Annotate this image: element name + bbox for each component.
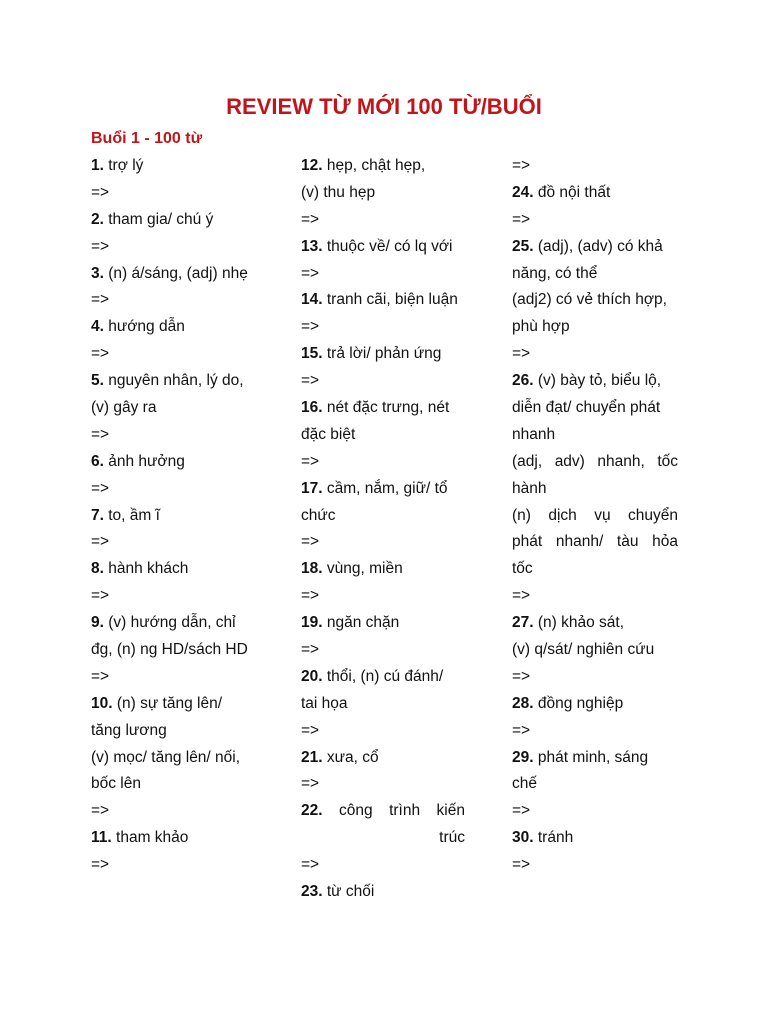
entry-text: => (91, 533, 110, 551)
entry-number: 4. (91, 318, 104, 336)
vocab-entry (301, 879, 465, 906)
entry-text: => (91, 587, 110, 605)
answer-line (512, 798, 678, 825)
entry-text: từ chối (326, 883, 375, 901)
entry-text: hành khách (108, 560, 189, 578)
definition-line (91, 771, 271, 798)
entry-number: 11. (91, 829, 112, 847)
entry-text: => (301, 641, 320, 659)
entry-text: đặc biệt (301, 425, 356, 443)
definition-line (301, 180, 465, 207)
answer-line (91, 583, 271, 610)
entry-text: thuộc về/ có lq với (326, 237, 453, 255)
answer-line (91, 341, 271, 368)
entry-text: (v) thu hẹp (301, 183, 376, 201)
entry-text: đồ nội thất (537, 183, 611, 201)
entry-number: 6. (91, 452, 104, 470)
entry-number: 12. (301, 157, 323, 174)
entry-number: 18. (301, 560, 323, 578)
entry-text: (v) hướng dẫn, chỉ (108, 614, 236, 632)
definition-line (301, 825, 465, 852)
entry-text: tai họa (301, 694, 348, 712)
entry-text: => (301, 318, 320, 336)
page-title: REVIEW TỪ MỚI 100 TỪ/BUỔI (226, 94, 542, 119)
entry-text: vùng, miền (326, 560, 403, 578)
answer-line (512, 341, 678, 368)
definition-line (512, 395, 678, 422)
answer-line (91, 287, 271, 314)
entry-number: 2. (91, 210, 104, 228)
definition-line (512, 503, 678, 530)
entry-text: ảnh hưởng (108, 452, 185, 470)
vocab-entry (91, 368, 271, 395)
vocab-entry (91, 261, 271, 288)
vocab-entry (301, 745, 465, 772)
entry-text: => (91, 425, 110, 443)
entry-text: tham khảo (116, 829, 189, 847)
definition-line (512, 261, 678, 288)
entry-number: 29. (512, 748, 534, 766)
answer-line (91, 422, 271, 449)
definition-line (512, 422, 678, 449)
entry-text: => (91, 237, 110, 255)
entry-text: => (91, 183, 110, 201)
entry-text: => (301, 452, 320, 470)
entry-text: => (91, 479, 110, 497)
vocab-entry (91, 556, 271, 583)
vocab-entry (91, 207, 271, 234)
answer-line (301, 261, 465, 288)
entry-text: (v) mọc/ tăng lên/ nối, (91, 748, 241, 766)
entry-text: tranh cãi, biện luận (326, 291, 458, 309)
entry-text: trả lời/ phản ứng (326, 345, 442, 363)
vocab-entry (301, 476, 465, 503)
entry-text: => (91, 802, 110, 820)
entry-number: 26. (512, 372, 534, 390)
entry-text: năng, có thể (512, 264, 598, 282)
entry-text: phù hợp (512, 318, 570, 336)
entry-text: (n) dịch vụ chuyển (512, 506, 678, 524)
answer-line (512, 718, 678, 745)
entry-number: 25. (512, 237, 534, 255)
entry-text: chức (301, 506, 336, 524)
answer-line (91, 234, 271, 261)
entry-text: => (91, 345, 110, 363)
vocab-entry (512, 180, 678, 207)
entry-text: phát nhanh/ tàu hỏa (512, 533, 678, 551)
vocab-entry (91, 314, 271, 341)
vocab-entry (301, 234, 465, 261)
entry-number: 15. (301, 345, 323, 363)
answer-line (301, 449, 465, 476)
entry-text: diễn đạt/ chuyển phát (512, 399, 661, 417)
vocab-entry (91, 610, 271, 637)
entry-number: 27. (512, 614, 534, 632)
entry-text: (v) gây ra (91, 399, 157, 417)
definition-line (512, 449, 678, 476)
entry-number: 13. (301, 237, 323, 255)
vocab-entry (301, 798, 465, 825)
definition-line (91, 718, 271, 745)
vocab-entry (512, 368, 678, 395)
entry-text: => (512, 802, 531, 820)
answer-line (301, 368, 465, 395)
entry-text: (n) sự tăng lên/ (116, 694, 223, 712)
vocab-entry (301, 395, 465, 422)
answer-line (301, 207, 465, 234)
definition-line (301, 422, 465, 449)
entry-text: đg, (n) ng HD/sách HD (91, 641, 248, 659)
entry-text: => (512, 345, 531, 363)
definition-line (512, 637, 678, 664)
entry-text: => (301, 721, 320, 739)
vocab-column-1 (91, 153, 271, 879)
answer-line (512, 852, 678, 879)
answer-line (301, 529, 465, 556)
entry-text: phát minh, sáng (537, 748, 649, 766)
entry-number: 10. (91, 694, 113, 712)
entry-number: 30. (512, 829, 534, 847)
entry-text: => (512, 667, 531, 685)
entry-number: 17. (301, 479, 323, 497)
entry-text: trợ lý (108, 157, 144, 174)
answer-line (91, 664, 271, 691)
entry-text: => (301, 372, 320, 390)
entry-text: tăng lương (91, 721, 167, 739)
entry-number: 1. (91, 157, 104, 174)
answer-line (301, 637, 465, 664)
entry-text: nguyên nhân, lý do, (108, 372, 244, 390)
section-subtitle: Buổi 1 - 100 từ (91, 130, 203, 147)
vocab-entry (91, 825, 271, 852)
entry-number: 28. (512, 694, 534, 712)
entry-text: (adj), (adv) có khả (537, 237, 663, 255)
vocab-entry (301, 664, 465, 691)
entry-text: thổi, (n) cú đánh/ (326, 667, 444, 685)
vocab-entry (512, 234, 678, 261)
entry-text: => (512, 210, 531, 228)
entry-text: => (512, 721, 531, 739)
entry-text: (v) q/sát/ nghiên cứu (512, 641, 655, 659)
vocab-entry (301, 610, 465, 637)
definition-line (512, 314, 678, 341)
vocab-entry (301, 153, 465, 180)
entry-text: trúc (439, 829, 465, 847)
entry-text: đồng nghiệp (537, 694, 624, 712)
entry-text: tham gia/ chú ý (108, 210, 214, 228)
entry-text: nhanh (512, 425, 556, 443)
entry-text: (n) khảo sát, (537, 614, 625, 632)
entry-text: cầm, nắm, giữ/ tổ (326, 479, 448, 497)
entry-text: tránh (537, 829, 574, 847)
entry-number: 23. (301, 883, 323, 901)
vocab-entry (301, 287, 465, 314)
definition-line (91, 395, 271, 422)
answer-line (512, 583, 678, 610)
entry-text: => (512, 587, 531, 605)
definition-line (512, 287, 678, 314)
vocab-entry (91, 449, 271, 476)
answer-line (301, 771, 465, 798)
vocab-entry (91, 691, 271, 718)
vocab-entry (301, 341, 465, 368)
vocab-entry (512, 825, 678, 852)
definition-line (512, 771, 678, 798)
vocab-entry (512, 745, 678, 772)
vocab-entry (301, 556, 465, 583)
definition-line (512, 529, 678, 556)
definition-line (301, 503, 465, 530)
entry-text: hướng dẫn (108, 318, 185, 336)
entry-text: nét đặc trưng, nét (326, 399, 450, 417)
entry-text: => (512, 157, 531, 174)
answer-line (301, 852, 465, 879)
entry-text: hẹp, chật hẹp, (326, 157, 426, 174)
entry-number: 21. (301, 748, 323, 766)
entry-text: => (301, 210, 320, 228)
definition-line (512, 556, 678, 583)
entry-text: => (301, 775, 320, 793)
entry-text: (adj2) có vẻ thích hợp, (512, 291, 667, 309)
definition-line (91, 637, 271, 664)
entry-text: => (301, 264, 320, 282)
entry-number: 16. (301, 399, 323, 417)
answer-line (301, 718, 465, 745)
entry-number: 8. (91, 560, 104, 578)
answer-line (512, 664, 678, 691)
entry-text: bốc lên (91, 775, 141, 793)
entry-text: tốc (512, 560, 533, 578)
entry-number: 24. (512, 183, 534, 201)
entry-number: 9. (91, 614, 104, 632)
entry-text: => (512, 856, 531, 874)
entry-text: => (91, 291, 110, 309)
vocab-entry (512, 691, 678, 718)
answer-line (512, 153, 678, 180)
answer-line (91, 180, 271, 207)
entry-text: (adj, adv) nhanh, tốc (512, 452, 678, 470)
answer-line (301, 314, 465, 341)
answer-line (91, 529, 271, 556)
entry-text: => (301, 587, 320, 605)
entry-text: (v) bày tỏ, biểu lộ, (537, 372, 662, 390)
definition-line (301, 691, 465, 718)
answer-line (91, 798, 271, 825)
entry-text: => (301, 533, 320, 551)
vocab-column-3 (512, 153, 678, 879)
answer-line (91, 852, 271, 879)
entry-number: 20. (301, 667, 323, 685)
definition-line (512, 476, 678, 503)
entry-text: => (301, 856, 320, 874)
vocab-column-2 (301, 153, 465, 906)
answer-line (91, 476, 271, 503)
entry-text: => (91, 856, 110, 874)
entry-number: 22. (301, 802, 323, 820)
entry-text: công trình kiến (339, 802, 465, 820)
entry-number: 7. (91, 506, 104, 524)
entry-number: 5. (91, 372, 104, 390)
vocab-entry (91, 153, 271, 180)
definition-line (91, 745, 271, 772)
entry-text: ngăn chặn (326, 614, 400, 632)
entry-text: hành (512, 479, 547, 497)
vocab-entry (512, 610, 678, 637)
entry-number: 19. (301, 614, 323, 632)
entry-text: xưa, cổ (326, 748, 379, 766)
entry-text: to, ầm ĩ (108, 506, 160, 524)
entry-text: chế (512, 775, 537, 793)
entry-number: 14. (301, 291, 323, 309)
entry-number: 3. (91, 264, 104, 282)
answer-line (301, 583, 465, 610)
answer-line (512, 207, 678, 234)
entry-text: => (91, 667, 110, 685)
vocab-entry (91, 503, 271, 530)
entry-text: (n) á/sáng, (adj) nhẹ (108, 264, 248, 282)
